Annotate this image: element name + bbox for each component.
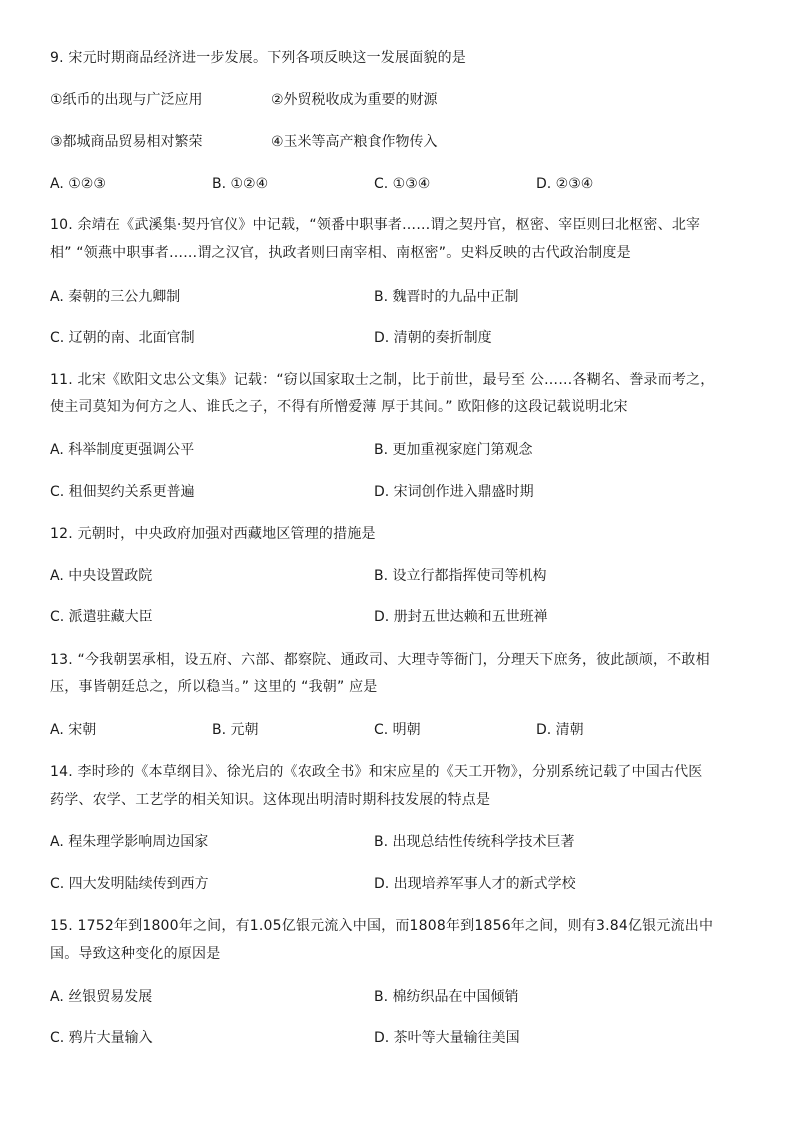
question-12-stem: 12. 元朝时，中央政府加强对西藏地区管理的措施是 [50, 526, 376, 542]
question-15-option-a: A. 丝银贸易发展 [50, 989, 153, 1005]
question-15-stem-line-2: 国。导致这种变化的原因是 [50, 946, 221, 962]
question-14-option-d: D. 出现培养军事人才的新式学校 [374, 876, 576, 892]
question-9-option-a: A. ①②③ [50, 176, 106, 192]
question-11-option-b: B. 更加重视家庭门第观念 [374, 442, 533, 458]
question-11-option-c: C. 租佃契约关系更普遍 [50, 484, 195, 500]
question-12-option-a: A. 中央设置政院 [50, 568, 153, 584]
question-14-option-c: C. 四大发明陆续传到西方 [50, 876, 209, 892]
question-13-option-c: C. 明朝 [374, 722, 421, 738]
question-14-option-b: B. 出现总结性传统科学技术巨著 [374, 834, 575, 850]
question-9-item-2: ②外贸税收成为重要的财源 [271, 92, 438, 108]
question-12-option-c: C. 派遣驻藏大臣 [50, 609, 153, 625]
question-10-option-b: B. 魏晋时的九品中正制 [374, 289, 519, 305]
question-11-stem-line-1: 11. 北宋《欧阳文忠公文集》记载：“窃以国家取士之制，比于前世，最号至 公……各糊名、誊录而考之， [50, 372, 715, 388]
question-10-option-a: A. 秦朝的三公九卿制 [50, 289, 181, 305]
question-10-stem-line-2: 相” “领燕中职事者……谓之汉官，执政者则曰南宰相、南枢密”。史料反映的古代政治制度是 [50, 245, 631, 261]
question-13-option-d: D. 清朝 [536, 722, 584, 738]
question-13-option-b: B. 元朝 [212, 722, 259, 738]
question-13-option-a: A. 宋朝 [50, 722, 97, 738]
question-15-stem-line-1: 15. 1752年到1800年之间，有1.05亿银元流入中国，而1808年到1856年之间，则有3.84亿银元流出中 [50, 918, 714, 934]
question-9-item-1: ①纸币的出现与广泛应用 [50, 92, 203, 108]
question-12-option-d: D. 册封五世达赖和五世班禅 [374, 609, 548, 625]
question-12-option-b: B. 设立行都指挥使司等机构 [374, 568, 547, 584]
question-9-item-3: ③都城商品贸易相对繁荣 [50, 134, 203, 150]
question-15-option-d: D. 茶叶等大量输往美国 [374, 1030, 520, 1046]
question-10-option-d: D. 清朝的奏折制度 [374, 330, 492, 346]
question-10-stem-line-1: 10. 余靖在《武溪集·契丹官仪》中记载，“领番中职事者……谓之契丹官，枢密、宰臣则曰北枢密、北宰 [50, 217, 701, 233]
question-14-stem-line-2: 药学、农学、工艺学的相关知识。这体现出明清时期科技发展的特点是 [50, 792, 491, 808]
question-15-option-c: C. 鸦片大量输入 [50, 1030, 153, 1046]
question-15-option-b: B. 棉纺织品在中国倾销 [374, 989, 519, 1005]
question-9-option-c: C. ①③④ [374, 176, 431, 192]
question-11-option-d: D. 宋词创作进入鼎盛时期 [374, 484, 534, 500]
question-14-stem-line-1: 14. 李时珍的《本草纲目》、徐光启的《农政全书》和宋应星的《天工开物》，分别系统记载了中国古代医 [50, 764, 703, 780]
question-9-option-d: D. ②③④ [536, 176, 594, 192]
question-11-option-a: A. 科举制度更强调公平 [50, 442, 195, 458]
question-9-stem: 9. 宋元时期商品经济进一步发展。下列各项反映这一发展面貌的是 [50, 50, 467, 66]
question-9-option-b: B. ①②④ [212, 176, 269, 192]
question-14-option-a: A. 程朱理学影响周边国家 [50, 834, 209, 850]
question-13-stem-line-1: 13. “今我朝罢承相，设五府、六部、都察院、通政司、大理寺等衙门，分理天下庶务，彼此颉颃，不敢相 [50, 652, 710, 668]
question-9-item-4: ④玉米等高产粮食作物传入 [271, 134, 438, 150]
question-11-stem-line-2: 使主司莫知为何方之人、谁氏之子，不得有所憎爱薄 厚于其间。” 欧阳修的这段记载说明北宋 [50, 399, 628, 415]
question-13-stem-line-2: 压，事皆朝廷总之，所以稳当。” 这里的 “我朝” 应是 [50, 679, 378, 695]
question-10-option-c: C. 辽朝的南、北面官制 [50, 330, 195, 346]
